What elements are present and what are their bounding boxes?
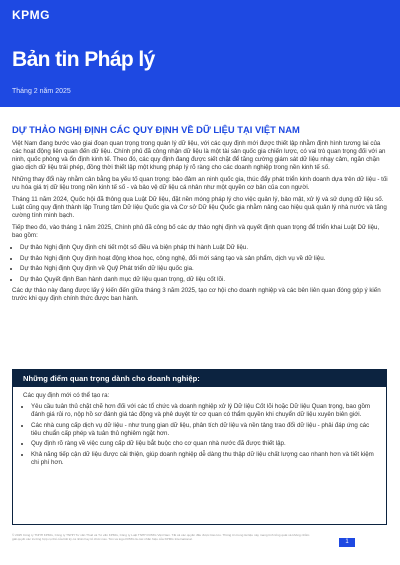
article-paragraph: Tiếp theo đó, vào tháng 1 năm 2025, Chính phủ đã công bố các dự thảo nghị định và quyết định quan trọng để triển khai Luật Dữ liệu, bao gồm: xyxy=(12,224,380,239)
key-points-body xyxy=(13,387,386,467)
key-points-list xyxy=(23,403,376,467)
list-item: • Các nhà cung cấp dịch vụ dữ liệu - như trung gian dữ liệu, phân tích dữ liệu và nền tảng trao đổi dữ liệu - phải đáp ứng các tiêu chuẩn cấp phép và tuân thủ nghiêm ngặt hơn. xyxy=(31,422,376,438)
article xyxy=(12,124,388,307)
newsletter-title: Bản tin Pháp lý xyxy=(12,48,155,71)
article-paragraph: Việt Nam đang bước vào giai đoạn quan trọng trong quản lý dữ liệu, với các quy định mới được thiết lập nhằm định hình tương lai của các hoạt động liên quan đến dữ liệu. Chính phủ đã công nhận dữ liệu là một tài sản quốc gia chiến lược, có vai trò quan trọng đối với an ninh, quốc phòng và ổn định kinh tế. Theo đó, các quy định đang được siết chặt để tăng cường giám sát dữ liệu nhạy cảm, ngăn chặn giao dịch dữ liệu trái phép, đồng thời thiết lập một khung pháp lý rõ ràng cho các doanh nghiệp trong nền kinh tế số. xyxy=(12,140,386,171)
header-banner xyxy=(0,0,400,107)
footer-disclaimer: © 2025 Công ty TNHH KPMG, Công ty TNHH Tư vấn Thuế và Tư vấn KPMG, Công ty Luật TNHH KPMG Việt Nam. Tất cả các quyền đều được bảo lưu. Thông tin trong tài liệu này mang tính tổng quát và không nhằm giải quyết các trường hợp cụ thể của bất kỳ cá nhân hay tổ chức nào. Tên và logo KPMG là các nhãn hiệu của KPMG International. xyxy=(12,533,310,542)
issue-date: Tháng 2 năm 2025 xyxy=(12,88,71,95)
key-points-intro: Các quy định mới có thể tạo ra: xyxy=(23,392,110,399)
closing-paragraph: Các dự thảo này đang được lấy ý kiến đến giữa tháng 3 năm 2025, tạo cơ hội cho doanh nghiệp và các bên liên quan đóng góp ý kiến trước khi quy định chính thức được ban hành. xyxy=(12,286,381,302)
list-item: • Dự thảo Nghị định Quy định chi tiết một số điều và biện pháp thi hành Luật Dữ liệu. xyxy=(20,244,388,252)
list-item: • Yêu cầu tuân thủ chặt chẽ hơn đối với các tổ chức và doanh nghiệp xử lý Dữ liệu Cốt lõi hoặc Dữ liệu Quan trọng, bao gồm đánh giá rủi ro, nộp hồ sơ đánh giá tác động và phê duyệt từ cơ quan có thẩm quyền khi chuyển dữ liệu xuyên biên giới. xyxy=(31,403,376,419)
key-points-title: Những điểm quan trọng dành cho doanh nghiệp: xyxy=(13,370,386,387)
list-item: • Dự thảo Quyết định Ban hành danh mục dữ liệu quan trọng, dữ liệu cốt lõi. xyxy=(20,276,388,284)
draft-list xyxy=(12,244,388,284)
list-item: • Dự thảo Nghị định Quy định hoạt động khoa học, công nghệ, đổi mới sáng tạo và sản phẩm, dịch vụ về dữ liệu. xyxy=(20,255,388,263)
article-paragraph: Tháng 11 năm 2024, Quốc hội đã thông qua Luật Dữ liệu, đặt nền móng pháp lý cho việc quản lý, bảo mật, xử lý và sử dụng dữ liệu số. Luật cũng quy định thành lập Trung tâm Dữ liệu Quốc gia và Cơ sở Dữ liệu Quốc gia nhằm nâng cao hiệu quả quản lý nhà nước và tăng cường tính minh bạch. xyxy=(12,196,387,219)
list-item: • Khả năng tiếp cận dữ liệu được cải thiện, giúp doanh nghiệp dễ dàng thu thập dữ liệu chất lượng cao nhanh hơn và tiết kiệm chi phí hơn. xyxy=(31,451,376,467)
key-points-box xyxy=(12,369,387,525)
page-number: 1 xyxy=(339,538,355,547)
list-item: • Quy định rõ ràng về việc cung cấp dữ liệu bắt buộc cho cơ quan nhà nước đã được thiết lập. xyxy=(31,440,376,448)
article-paragraph: Những thay đổi này nhằm cân bằng ba yếu tố quan trọng: bảo đảm an ninh quốc gia, thúc đẩy phát triển kinh doanh dựa trên dữ liệu - tối ưu hóa giá trị dữ liệu trong nền kinh tế số - và bảo vệ dữ liệu cá nhân như một quyền cơ bản của con người. xyxy=(12,176,388,191)
article-heading: DỰ THẢO NGHỊ ĐỊNH CÁC QUY ĐỊNH VỀ DỮ LIỆU TẠI VIỆT NAM xyxy=(12,124,300,135)
kpmg-logo: KPMG xyxy=(12,8,50,22)
list-item: • Dự thảo Nghị định Quy định về Quỹ Phát triển dữ liệu quốc gia. xyxy=(20,265,388,273)
